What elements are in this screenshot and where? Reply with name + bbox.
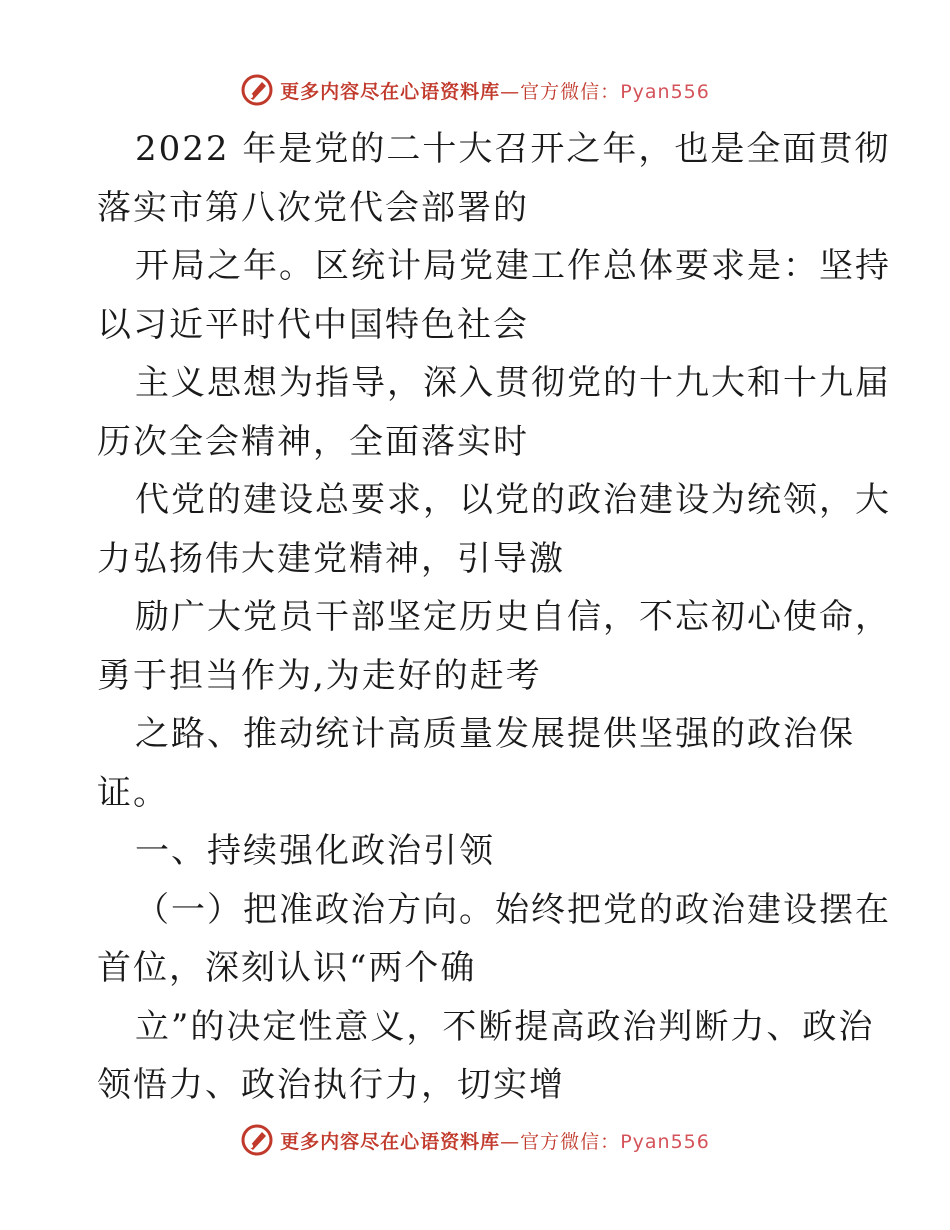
text-line: 首位，深刻认识“两个确 xyxy=(97,948,477,988)
header-text xyxy=(280,77,710,104)
text-line: 之路、推动统计高质量发展提供坚强的政治保 xyxy=(135,714,855,754)
text-line: 落实市第八次党代会部署的 xyxy=(97,187,529,228)
text-line: 证。 xyxy=(97,772,169,813)
header-separator: — xyxy=(500,80,521,103)
text-line: 主义思想为指导，深入贯彻党的十九大和十九届 xyxy=(135,363,891,403)
footer-separator: — xyxy=(500,1130,521,1153)
header-official-label: 官方微信： xyxy=(520,80,621,103)
header-banner xyxy=(0,70,950,110)
document-body xyxy=(97,120,891,1115)
text-line: 立”的决定性意义，不断提高政治判断力、政治 xyxy=(135,1006,875,1047)
text-line: 开局之年。区统计局党建工作总体要求是：坚持 xyxy=(135,246,891,286)
footer-official-label: 官方微信： xyxy=(520,1130,621,1153)
text-line: 领悟力、政治执行力，切实增 xyxy=(97,1065,565,1105)
text-line: （一）把准政治方向。始终把党的政治建设摆在 xyxy=(135,889,891,930)
pen-logo-icon xyxy=(240,73,274,107)
footer-brand: 更多内容尽在心语资料库 xyxy=(280,1130,501,1153)
text-line: 勇于担当作为,为走好的赶考 xyxy=(97,655,542,696)
text-line: 力弘扬伟大建党精神，引导激 xyxy=(97,538,565,579)
section-heading: 一、持续强化政治引领 xyxy=(135,831,495,871)
text-line: 励广大党员干部坚定历史自信，不忘初心使命， xyxy=(135,597,891,637)
text-line: 代党的建设总要求，以党的政治建设为统领，大 xyxy=(135,480,891,520)
text-line: 历次全会精神，全面落实时 xyxy=(97,421,529,462)
header-wechat-id: Pyan556 xyxy=(620,80,710,103)
text-line: 2022 年是党的二十大召开之年，也是全面贯彻 xyxy=(135,129,891,169)
text-line: 以习近平时代中国特色社会 xyxy=(97,304,529,345)
header-brand: 更多内容尽在心语资料库 xyxy=(280,80,501,103)
footer-banner xyxy=(0,1120,950,1160)
footer-wechat-id: Pyan556 xyxy=(620,1130,710,1153)
footer-text xyxy=(280,1127,710,1154)
pen-logo-icon xyxy=(240,1123,274,1157)
